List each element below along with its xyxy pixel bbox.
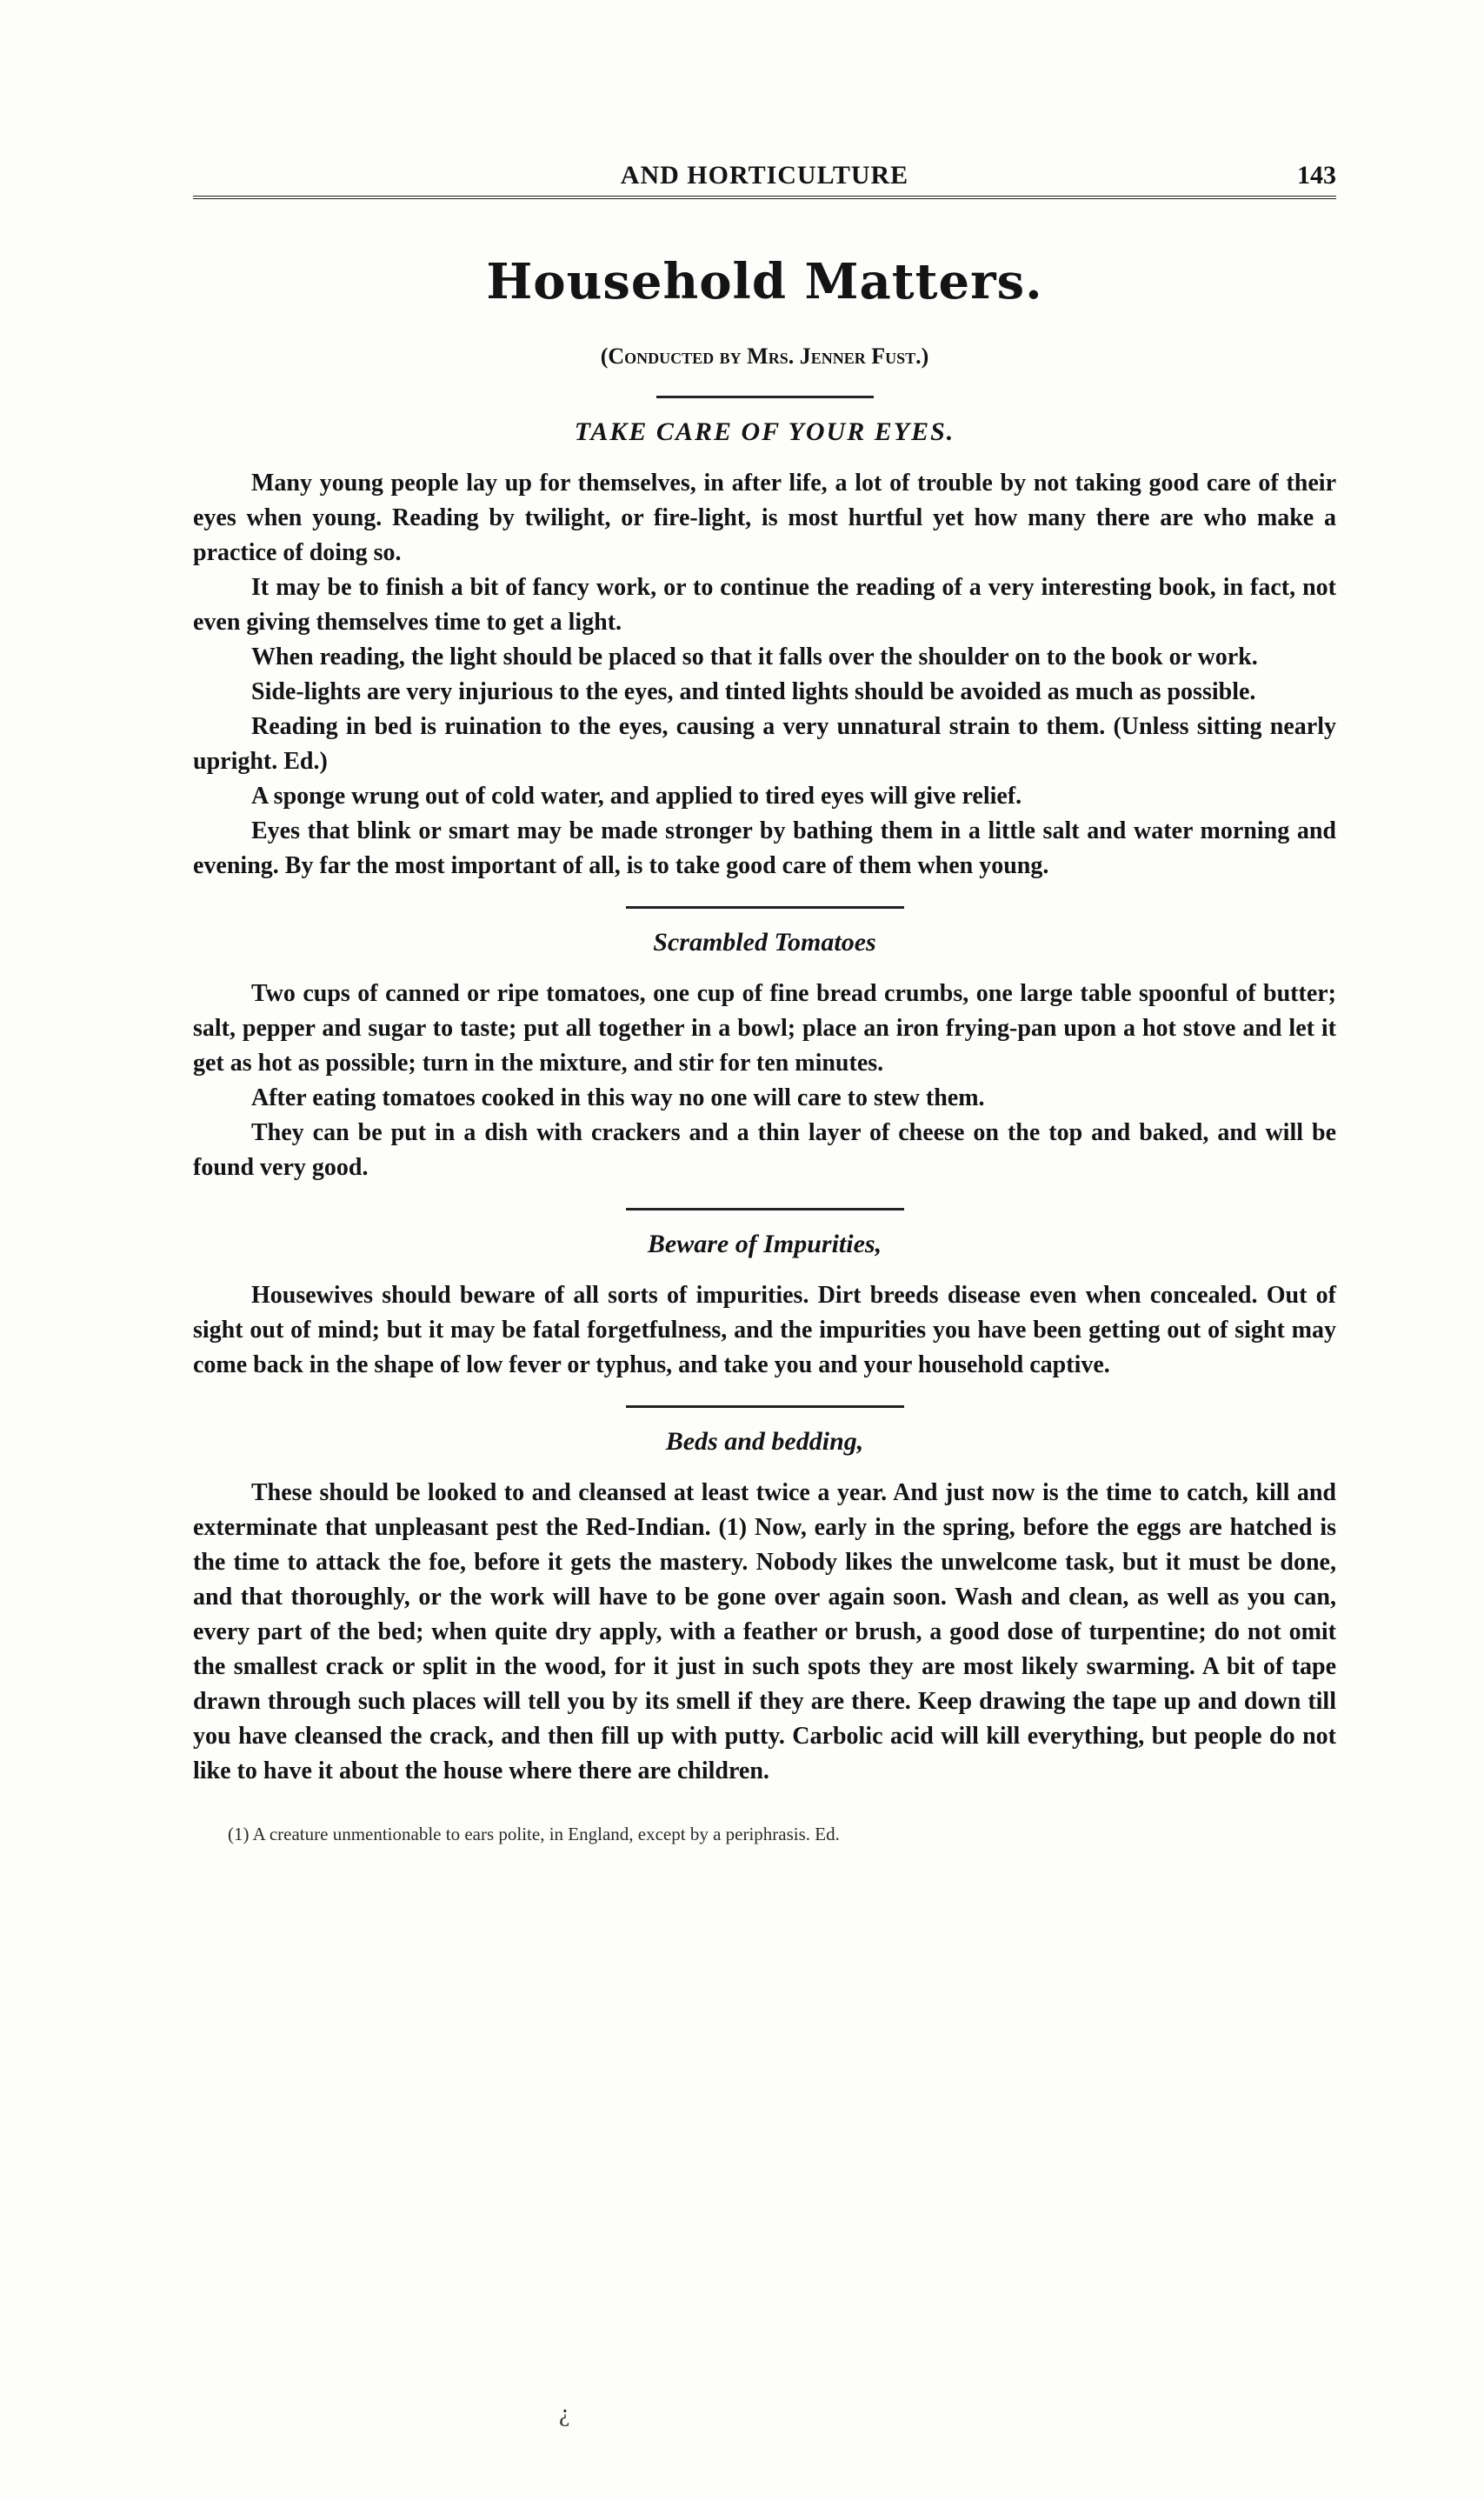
paragraph: Side-lights are very injurious to the eyes, and tinted lights should be avoided as much as possible. <box>251 678 1256 705</box>
article-heading: TAKE CARE OF YOUR EYES. <box>574 417 955 446</box>
article-heading: Beware of Impurities, <box>647 1230 882 1258</box>
footnote: (1) A creature unmentionable to ears polite, in England, except by a periphrasis. Ed. <box>228 1824 840 1844</box>
paragraph: It may be to finish a bit of fancy work, or to continue the reading of a very interesting book, in fact, not even giving themselves time to get a light. <box>193 574 1336 636</box>
paragraph: These should be looked to and cleansed at least twice a year. And just now is the time to catch, kill and exterminate that unpleasant pest the Red-Indian. (1) Now, early in the spring, before the eggs are hatched is the time to attack the foe, before it gets the mastery. Nobody likes the unwelcome task, but it must be done, and that thoroughly, or the work will have to be gone over again soon. Wash and clean, as well as you can, every part of the bed; when quite dry apply, with a feather or brush, a good dose of turpentine; do not omit the smallest crack or split in the wood, for it just in such spots they are most likely swarming. A bit of tape drawn through such places will tell you by its smell if they are there. Keep drawing the tape up and down till you have cleansed the crack, and then fill up with putty. Carbolic acid will kill everything, but people do not like to have it about the house where there are children. <box>193 1479 1336 1784</box>
page-number: 143 <box>1297 161 1336 190</box>
article-body <box>193 977 1336 1185</box>
divider <box>656 396 874 398</box>
stray-mark: ¿ <box>559 2400 570 2427</box>
paragraph: When reading, the light should be placed so that it falls over the shoulder on to the book or work. <box>251 644 1258 670</box>
page-header <box>193 161 1336 199</box>
paragraph: Reading in bed is ruination to the eyes, causing a very unnatural strain to them. (Unless sitting nearly upright. Ed.) <box>193 713 1336 775</box>
running-head: AND HORTICULTURE <box>620 161 909 190</box>
article-body <box>193 1278 1336 1383</box>
divider <box>626 1208 904 1210</box>
article-heading: Scrambled Tomatoes <box>653 928 876 957</box>
paragraph: A sponge wrung out of cold water, and applied to tired eyes will give relief. <box>251 783 1022 810</box>
paragraph: After eating tomatoes cooked in this way no one will care to stew them. <box>251 1084 985 1111</box>
byline: (Conducted by Mrs. Jenner Fust.) <box>600 343 929 369</box>
article-body <box>193 466 1336 884</box>
article-body <box>193 1476 1336 1789</box>
paragraph: Two cups of canned or ripe tomatoes, one cup of fine bread crumbs, one large table spoonful of butter; salt, pepper and sugar to taste; put all together in a bowl; place an iron frying-pan upon a hot stove and let it get as hot as possible; turn in the mixture, and stir for ten minutes. <box>193 980 1336 1077</box>
paragraph: Eyes that blink or smart may be made stronger by bathing them in a little salt and water morning and evening. By far the most important of all, is to take good care of them when young. <box>193 817 1336 879</box>
paragraph: Housewives should beware of all sorts of impurities. Dirt breeds disease even when concealed. Out of sight out of mind; but it may be fatal forgetfulness, and the impurities you have been getting out of sight may come back in the shape of low fever or typhus, and take you and your household captive. <box>193 1282 1336 1378</box>
divider <box>626 1405 904 1408</box>
page <box>193 161 1336 1845</box>
paragraph: Many young people lay up for themselves, in after life, a lot of trouble by not taking good care of their eyes when young. Reading by twilight, or fire-light, is most hurtful yet how many there are who make a practice of doing so. <box>193 470 1336 566</box>
article-heading: Beds and bedding, <box>665 1427 864 1456</box>
divider <box>626 906 904 909</box>
section-title: Household Matters. <box>486 253 1043 310</box>
paragraph: They can be put in a dish with crackers and a thin layer of cheese on the top and baked, and will be found very good. <box>193 1119 1336 1181</box>
